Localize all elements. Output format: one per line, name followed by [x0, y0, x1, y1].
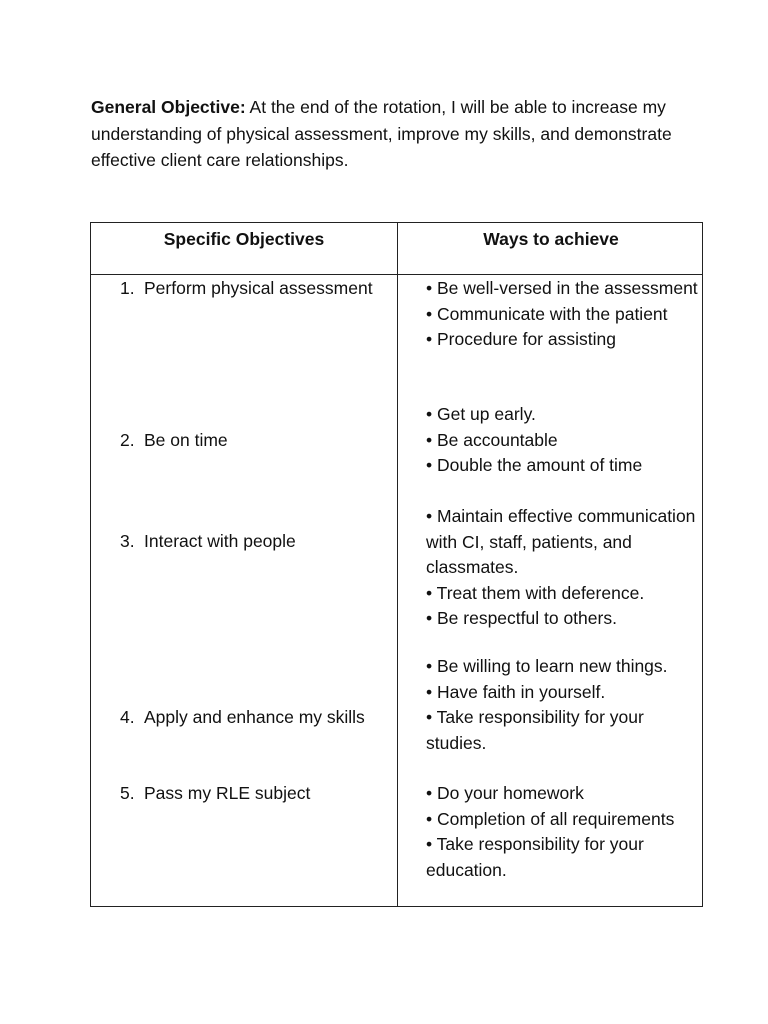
way-item: • Be well-versed in the assessment: [426, 278, 698, 298]
general-objective: [91, 94, 691, 174]
ways-3: [426, 504, 698, 632]
objective-number: 2.: [120, 430, 135, 450]
ways-1: [426, 276, 698, 353]
objective-5: [120, 781, 390, 807]
way-item: • Get up early.: [426, 404, 536, 424]
way-item: • Be respectful to others.: [426, 608, 617, 628]
way-item: • Be willing to learn new things.: [426, 656, 668, 676]
header-divider: [91, 274, 702, 275]
objective-text: Pass my RLE subject: [144, 783, 311, 803]
objective-text: Interact with people: [144, 531, 296, 551]
objective-number: 3.: [120, 531, 135, 551]
objective-4: [120, 705, 390, 731]
general-objective-label: General Objective:: [91, 97, 246, 117]
objective-3: [120, 529, 390, 555]
way-item: • Completion of all requirements: [426, 808, 675, 829]
way-item: • Take responsibility for your studies.: [426, 707, 644, 753]
header-specific-objectives: Specific Objectives: [163, 229, 325, 249]
objective-2: [120, 428, 390, 454]
objectives-table: [90, 222, 703, 907]
way-item: • Communicate with the patient: [426, 303, 668, 324]
ways-4: [426, 654, 698, 756]
column-divider: [397, 223, 398, 906]
objective-number: 1.: [120, 278, 135, 298]
objective-number: 5.: [120, 783, 135, 803]
way-item: • Treat them with deference.: [426, 582, 645, 603]
way-item: • Procedure for assisting: [426, 329, 616, 349]
way-item: • Be accountable: [426, 429, 558, 450]
objective-1: [120, 276, 390, 302]
header-ways-to-achieve: Ways to achieve: [483, 229, 619, 249]
general-objective-text: At the end of the rotation, I will be able to increase my understanding of physical assessment, improve my skills, and demonstrate effective client care relationships.: [91, 97, 672, 170]
way-item: • Do your homework: [426, 783, 584, 803]
objective-text: Apply and enhance my skills: [144, 707, 365, 727]
objective-text: Perform physical assessment: [144, 278, 373, 298]
objective-number: 4.: [120, 707, 135, 727]
ways-5: [426, 781, 698, 883]
way-item: • Maintain effective communication with CI, staff, patients, and classmates.: [426, 506, 696, 577]
ways-2: [426, 402, 698, 479]
way-item: • Have faith in yourself.: [426, 681, 606, 702]
way-item: • Double the amount of time: [426, 455, 643, 475]
objective-text: Be on time: [144, 430, 228, 450]
way-item: • Take responsibility for your education.: [426, 834, 644, 880]
